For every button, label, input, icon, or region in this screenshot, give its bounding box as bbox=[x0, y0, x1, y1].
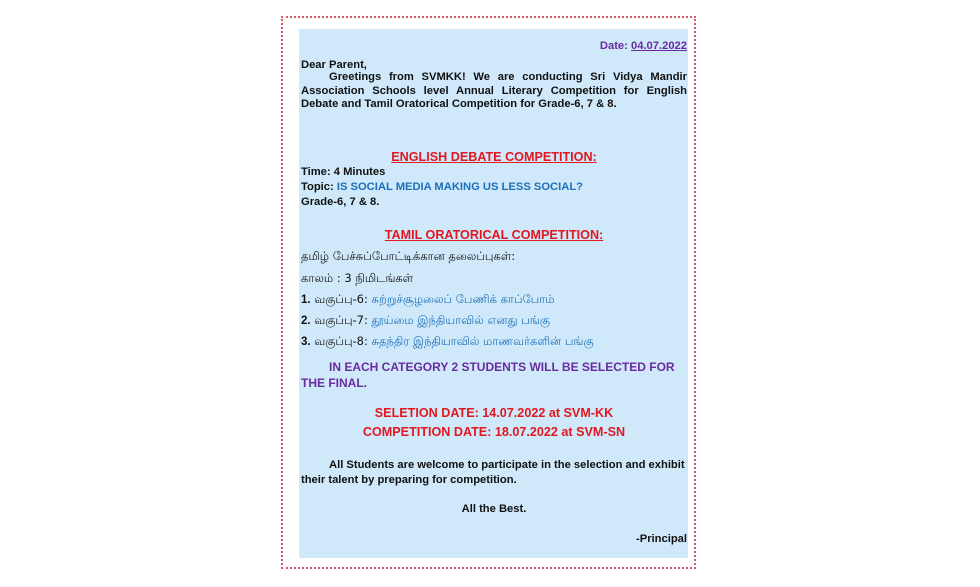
topic-label: Topic: bbox=[301, 181, 337, 193]
letter-date bbox=[301, 40, 687, 54]
date-label: Date: bbox=[599, 40, 631, 52]
signature: -Principal bbox=[636, 533, 687, 545]
tamil-topic-item bbox=[301, 292, 687, 308]
tamil-topic-item bbox=[301, 313, 687, 329]
item-grade: வகுப்பு-8: bbox=[314, 334, 368, 348]
salutation: Dear Parent, bbox=[301, 59, 367, 71]
selection-note: IN EACH CATEGORY 2 STUDENTS WILL BE SELECTED FOR THE FINAL. bbox=[301, 360, 675, 390]
tamil-duration: காலம் : 3 நிமிடங்கள் bbox=[301, 271, 414, 285]
item-grade: வகுப்பு-7: bbox=[314, 313, 368, 327]
closing-note: All Students are welcome to participate in the selection and exhibit their talent by preparing for competition. bbox=[301, 459, 685, 486]
item-number: 1. bbox=[301, 294, 311, 306]
english-grade: Grade-6, 7 & 8. bbox=[301, 196, 380, 208]
item-topic: தூய்மை இந்தியாவில் எனது பங்கு bbox=[371, 313, 550, 327]
tamil-topic-item bbox=[301, 334, 687, 350]
topic-value: IS SOCIAL MEDIA MAKING US LESS SOCIAL? bbox=[336, 181, 583, 193]
english-heading: ENGLISH DEBATE COMPETITION: bbox=[391, 150, 597, 164]
date-value: 04.07.2022 bbox=[631, 40, 687, 52]
item-number: 2. bbox=[301, 315, 311, 327]
tamil-heading: TAMIL ORATORICAL COMPETITION: bbox=[384, 228, 604, 242]
english-time: Time: 4 Minutes bbox=[301, 166, 386, 178]
item-topic: சுற்றுச்சூழலைப் பேணிக் காப்போம் bbox=[371, 292, 555, 306]
item-number: 3. bbox=[301, 336, 311, 348]
best-wishes: All the Best. bbox=[461, 503, 527, 515]
item-topic: சுதந்திர இந்தியாவில் மாணவர்களின் பங்கு bbox=[371, 334, 594, 348]
tamil-topics-title: தமிழ் பேச்சுப்போட்டிக்கான தலைப்புகள்: bbox=[301, 249, 516, 263]
english-topic bbox=[301, 181, 687, 195]
intro-paragraph: Greetings from SVMKK! We are conducting Sri Vidya Mandir Association Schools level Annual Literary Competition for English Debate and Tamil Oratorical Competition for Grade-6, 7 & 8. bbox=[301, 71, 687, 111]
competition-date: COMPETITION DATE: 18.07.2022 at SVM-SN bbox=[362, 425, 626, 439]
selection-date: SELETION DATE: 14.07.2022 at SVM-KK bbox=[374, 406, 614, 420]
item-grade: வகுப்பு-6: bbox=[314, 292, 368, 306]
